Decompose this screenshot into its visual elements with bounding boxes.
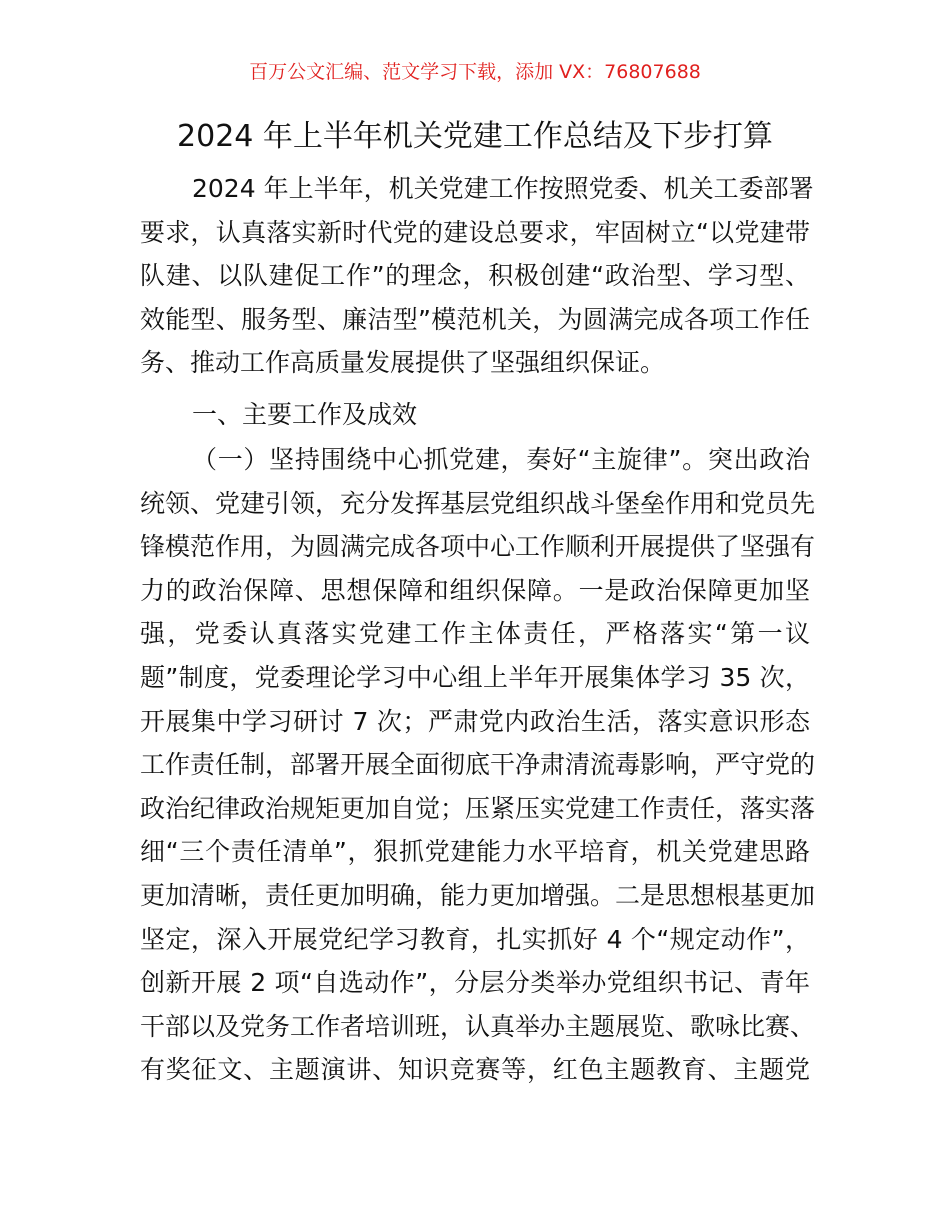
text-line: 锋模范作用，为圆满完成各项中心工作顺利开展提供了坚强有 <box>140 532 816 562</box>
text-line: 力的政治保障、思想保障和组织保障。一是政治保障更加坚 <box>140 575 810 605</box>
paragraph-intro <box>140 167 814 385</box>
text-line: 更加清晰，责任更加明确，能力更加增强。二是思想根基更加 <box>140 880 816 910</box>
document-title: 2024 年上半年机关党建工作总结及下步打算 <box>177 119 773 154</box>
text-line: 队建、以队建促工作”的理念，积极创建“政治型、学习型、 <box>140 261 810 291</box>
text-line: 题”制度，党委理论学习中心组上半年开展集体学习 35 次， <box>140 662 810 692</box>
text-line: 政治纪律政治规矩更加自觉；压紧压实党建工作责任，落实落 <box>140 793 816 823</box>
section-heading: 一、主要工作及成效 <box>192 399 418 429</box>
paragraph-section-1 <box>140 438 816 1092</box>
text-line: 细“三个责任清单”，狠抓党建能力水平培育，机关党建思路 <box>140 837 810 867</box>
text-line: 开展集中学习研讨 7 次；严肃党内政治生活，落实意识形态 <box>140 706 810 736</box>
text-line: 2024 年上半年，机关党建工作按照党委、机关工委部署 <box>192 174 814 203</box>
text-line: 统领、党建引领，充分发挥基层党组织战斗堡垒作用和党员先 <box>140 488 816 518</box>
text-line: 有奖征文、主题演讲、知识竞赛等，红色主题教育、主题党 <box>140 1055 810 1085</box>
text-line: 干部以及党务工作者培训班，认真举办主题展览、歌咏比赛、 <box>140 1011 816 1041</box>
document-body <box>140 167 816 1092</box>
watermark-banner: 百万公文汇编、范文学习下载，添加 VX：76807688 <box>249 61 701 83</box>
text-line: 坚定，深入开展党纪学习教育，扎实抓好 4 个“规定动作”， <box>140 924 810 954</box>
text-line: 强，党委认真落实党建工作主体责任，严格落实“第一议 <box>140 619 810 649</box>
text-line: 效能型、服务型、廉洁型”模范机关，为圆满完成各项工作任 <box>140 304 810 334</box>
text-line: 工作责任制，部署开展全面彻底干净肃清流毒影响，严守党的 <box>140 750 816 780</box>
text-line: 创新开展 2 项“自选动作”，分层分类举办党组织书记、青年 <box>140 968 810 998</box>
text-line: 务、推动工作高质量发展提供了坚强组织保证。 <box>140 348 666 378</box>
text-line: （一）坚持围绕中心抓党建，奏好“主旋律”。突出政治 <box>192 444 810 474</box>
text-line: 要求，认真落实新时代党的建设总要求，牢固树立“以党建带 <box>140 217 810 247</box>
